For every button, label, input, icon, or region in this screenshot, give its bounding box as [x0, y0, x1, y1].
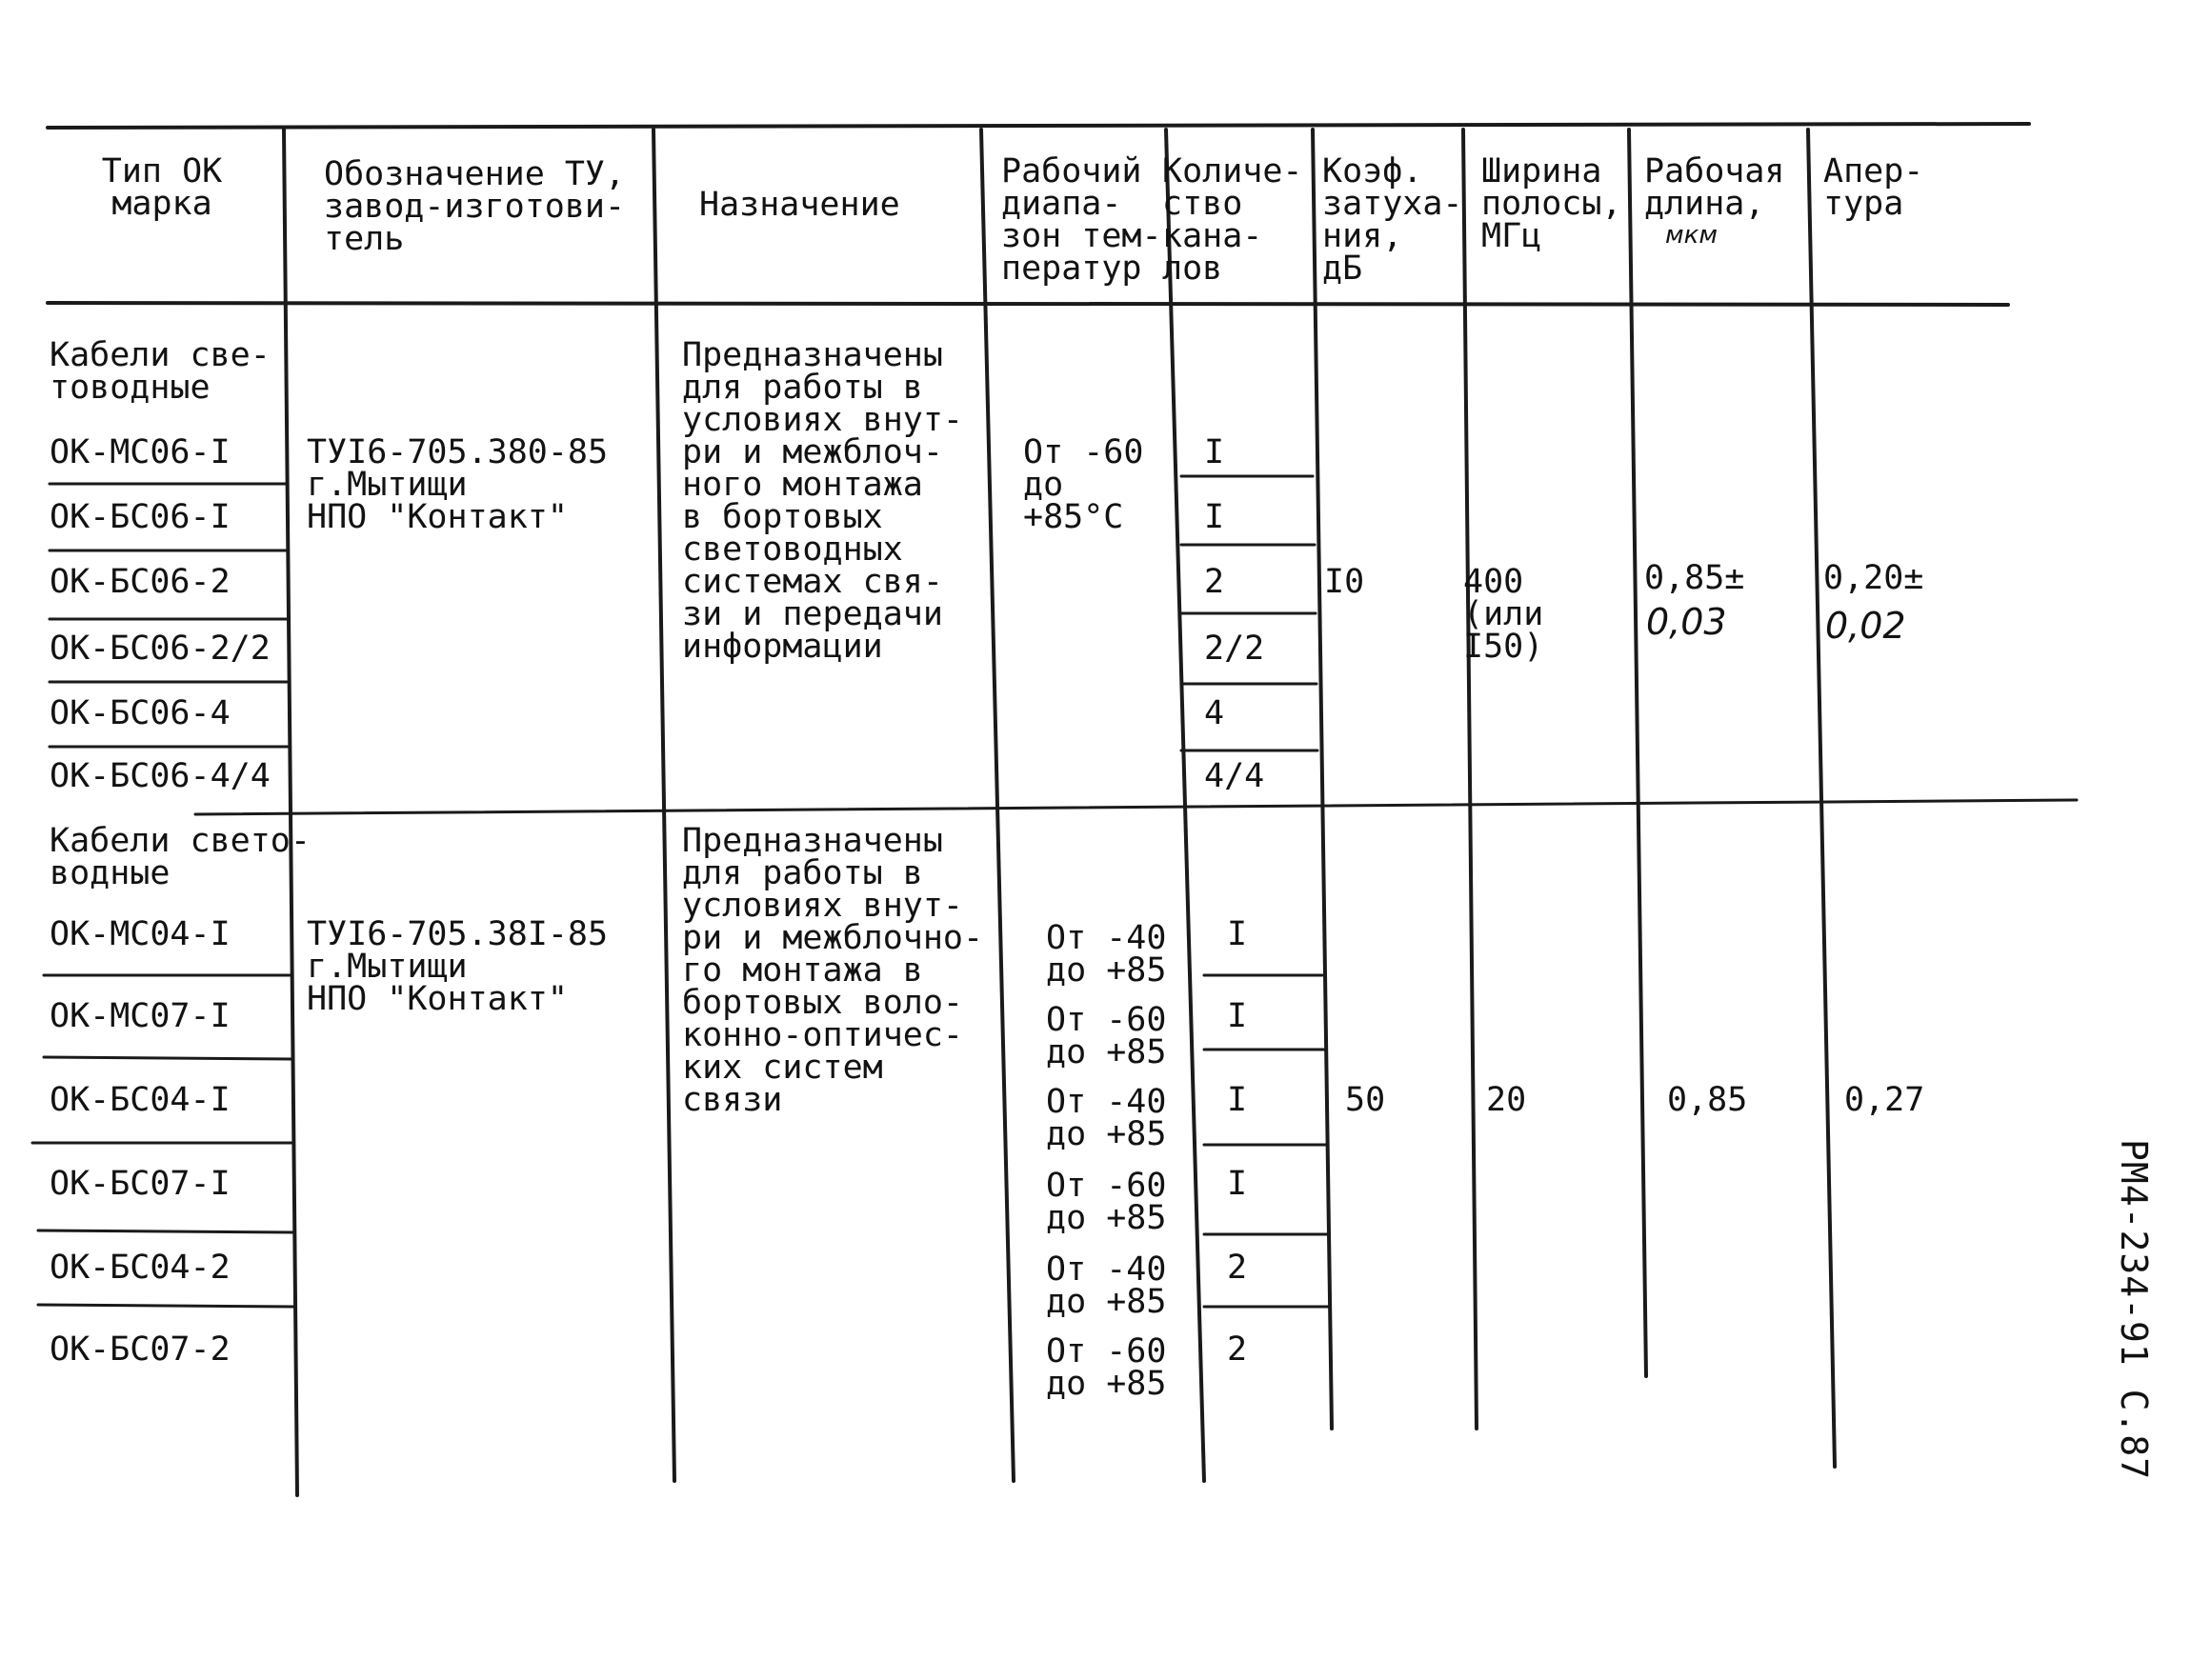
table-row-channels: I	[1227, 997, 1248, 1035]
col-line-4	[1166, 130, 1204, 1481]
col-line-3	[981, 130, 1014, 1481]
group1-length: 0,85±	[1644, 559, 1745, 597]
table-row-temp: От -40 до +85	[1046, 919, 1167, 990]
header-col-attenuation: Коэф. затуха- ния, дБ	[1322, 152, 1463, 288]
col-line-6	[1463, 130, 1477, 1429]
header-bottom-rule	[48, 303, 2008, 305]
table-row-type: ОК-БС04-2	[50, 1249, 231, 1287]
header-col-tu: Обозначение ТУ, завод-изготови- тель	[324, 155, 626, 258]
header-col-purpose: Назначение	[699, 186, 900, 224]
table-row-channels: I	[1227, 915, 1248, 953]
group2-length: 0,85	[1667, 1081, 1748, 1119]
header-col-bandwidth: Ширина полосы, МГц	[1481, 152, 1622, 255]
table-row-channels: 2/2	[1204, 630, 1265, 668]
col-line-8	[1808, 130, 1835, 1467]
table-row-type: ОК-БС07-I	[50, 1165, 231, 1203]
header-col-temp: Рабочий диапа- зон тем- ператур	[1001, 152, 1162, 288]
group1-bandwidth: 400 (или I50)	[1463, 563, 1544, 666]
table-row-channels: I	[1227, 1081, 1248, 1119]
group1-aperture: 0,20±	[1823, 559, 1924, 597]
group1-title: Кабели све- товодные	[50, 336, 271, 407]
table-row-channels: I	[1227, 1165, 1248, 1203]
table-row-type: ОК-БС06-4	[50, 694, 231, 732]
side-page-label: РМ4-234-91 С.87	[2113, 1139, 2155, 1481]
group2-bandwidth: 20	[1486, 1081, 1527, 1119]
group1-purpose: Предназначены для работы в условиях внут- ри и межблоч- ного монтажа в бортовых световодных системах свя- зи и передачи информации	[682, 336, 964, 666]
table-row-temp: От -60 до +85	[1046, 1167, 1167, 1237]
col-line-7	[1629, 130, 1646, 1376]
table-row-channels: I	[1204, 498, 1225, 536]
group2-title: Кабели свето- водные	[50, 822, 311, 892]
col-line-2	[653, 130, 674, 1481]
table-row-type: ОК-БС06-2	[50, 563, 231, 601]
header-col-length-unit: мкм	[1665, 221, 1718, 250]
table-row-type: ОК-МС04-I	[50, 915, 231, 953]
group-separator-rule	[195, 800, 2077, 814]
group1-length-tolerance: 0,03	[1646, 601, 1727, 643]
table-row-type: ОК-МС07-I	[50, 997, 231, 1035]
table-row-type: ОК-БС06-4/4	[50, 757, 271, 795]
header-col-length: Рабочая длина,	[1644, 152, 1785, 223]
header-col-channels: Количе- ство кана- лов	[1162, 152, 1303, 288]
group2-purpose: Предназначены для работы в условиях внут- ри и межблочно- го монтажа в бортовых воло- конно-оптичес- ких систем связи	[682, 822, 984, 1119]
header-col-aperture: Апер- тура	[1823, 152, 1924, 223]
table-row-channels: 2	[1227, 1249, 1248, 1287]
header-col-type: Тип ОК марка	[101, 152, 223, 223]
table-row-temp: От -60 до +85	[1046, 1001, 1167, 1071]
group1-attenuation: I0	[1324, 563, 1365, 601]
table-row-channels: 4	[1204, 694, 1225, 732]
table-row-channels: 4/4	[1204, 757, 1265, 795]
group1-aperture-tolerance: 0,02	[1825, 605, 1906, 647]
table-row-type: ОК-БС06-I	[50, 498, 231, 536]
group2-aperture: 0,27	[1844, 1081, 1925, 1119]
table-row-temp: От -40 до +85	[1046, 1083, 1167, 1153]
table-row-type: ОК-БС06-2/2	[50, 630, 271, 668]
table-top-rule	[48, 124, 2029, 128]
table-row-channels: 2	[1227, 1330, 1248, 1369]
group1-temp: От -60 до +85°С	[1023, 433, 1144, 536]
table-row-type: ОК-БС07-2	[50, 1330, 231, 1369]
table-row-temp: От -60 до +85	[1046, 1332, 1167, 1403]
table-row-channels: 2	[1204, 563, 1225, 601]
group1-tu: ТУI6-705.380-85 г.Мытищи НПО "Контакт"	[307, 433, 609, 536]
group2-attenuation: 50	[1345, 1081, 1386, 1119]
group2-tu: ТУI6-705.38I-85 г.Мытищи НПО "Контакт"	[307, 915, 609, 1018]
table-row-type: ОК-БС04-I	[50, 1081, 231, 1119]
table-row-type: ОК-МС06-I	[50, 433, 231, 471]
table-row-temp: От -40 до +85	[1046, 1250, 1167, 1321]
table-row-channels: I	[1204, 433, 1225, 471]
